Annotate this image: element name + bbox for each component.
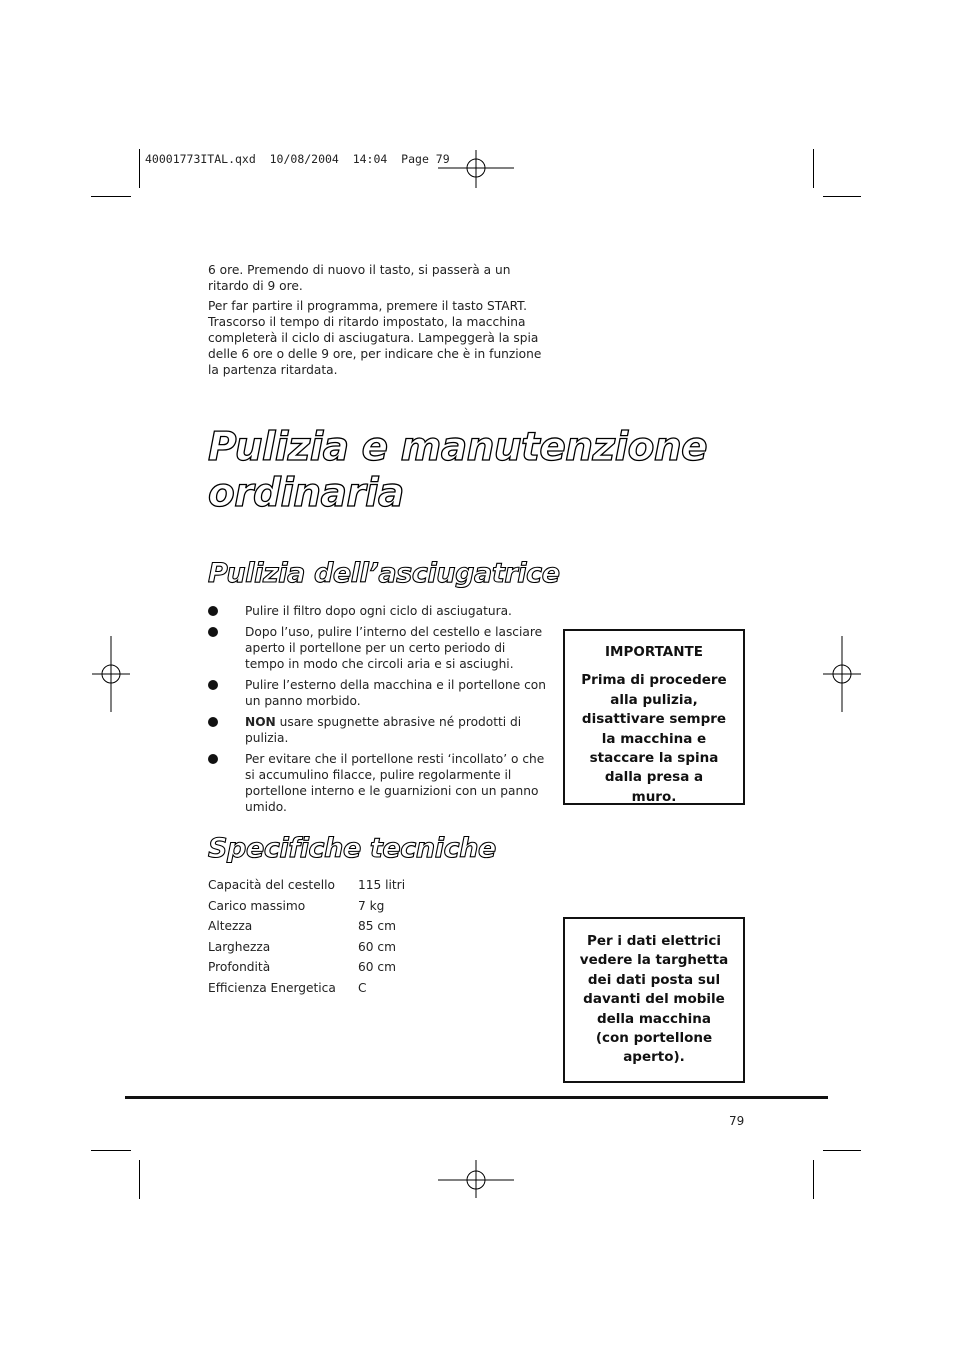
page-number: 79 bbox=[729, 1114, 745, 1128]
list-item bbox=[208, 714, 548, 746]
list-item-text: Pulire il filtro dopo ogni ciclo di asciugatura. bbox=[245, 604, 512, 618]
bullet-icon bbox=[208, 754, 218, 764]
table-row bbox=[208, 980, 528, 1001]
list-item-text: Per evitare che il portellone resti ‘incollato’ o che si accumulino filacce, pulire regolarmente il portellone interno e le guarnizioni con un panno umido. bbox=[245, 752, 545, 814]
table-row bbox=[208, 939, 528, 960]
bullet-icon bbox=[208, 717, 218, 727]
spec-label: Larghezza bbox=[208, 939, 271, 954]
intro-text bbox=[208, 262, 548, 382]
list-item bbox=[208, 624, 548, 672]
spec-label: Altezza bbox=[208, 919, 253, 934]
registration-bottom bbox=[438, 1160, 514, 1198]
registration-right bbox=[823, 636, 861, 712]
spec-value: C bbox=[358, 980, 367, 995]
specs-table bbox=[208, 877, 528, 1001]
table-row bbox=[208, 898, 528, 919]
table-row bbox=[208, 959, 528, 980]
page-title-line-1: Pulizia e manutenzione bbox=[208, 425, 708, 470]
spec-label: Carico massimo bbox=[208, 898, 306, 913]
cleaning-heading: Pulizia dell’asciugatrice bbox=[208, 558, 560, 589]
footer-rule bbox=[125, 1096, 828, 1099]
spec-value: 60 cm bbox=[358, 939, 396, 954]
list-item bbox=[208, 677, 548, 709]
spec-value: 115 litri bbox=[358, 878, 406, 892]
intro-paragraph-1: 6 ore. Premendo di nuovo il tasto, si passerà a un ritardo di 9 ore. bbox=[208, 263, 511, 293]
list-item-text: Pulire l’esterno della macchina e il portellone con un panno morbido. bbox=[245, 678, 546, 708]
intro-paragraph-2: Per far partire il programma, premere il tasto START. Trascorso il tempo di ritardo impostato, la macchina completerà il ciclo di asciugatura. Lampeggerà la spia delle 6 ore o delle 9 ore, per indicare che è in funzione la partenza ritardata. bbox=[208, 299, 542, 377]
spec-label: Capacità del cestello bbox=[208, 878, 335, 892]
list-item-text: Dopo l’uso, pulire l’interno del cestello e lasciare aperto il portellone per un certo periodo di tempo in modo che circoli aria e si asciughi. bbox=[245, 625, 543, 671]
spec-label: Efficienza Energetica bbox=[208, 980, 336, 995]
list-item-text: usare spugnette abrasive né prodotti di pulizia. bbox=[245, 715, 522, 745]
cleaning-list bbox=[208, 603, 548, 820]
registration-top bbox=[438, 150, 514, 188]
page-title bbox=[208, 425, 707, 517]
spec-value: 60 cm bbox=[358, 960, 396, 975]
bullet-icon bbox=[208, 627, 218, 637]
specs-heading: Specifiche tecniche bbox=[208, 833, 496, 864]
spec-value: 7 kg bbox=[358, 898, 385, 913]
spec-label: Profondità bbox=[208, 960, 271, 975]
bullet-icon bbox=[208, 680, 218, 690]
table-row bbox=[208, 877, 528, 898]
table-row bbox=[208, 918, 528, 939]
electrical-data-text: Per i dati elettrici vedere la targhetta dei dati posta sul davanti del mobile della macchina (con portellone aperto). bbox=[579, 933, 729, 1066]
page-title-line-2: ordinaria bbox=[208, 471, 404, 516]
important-notice-text: Prima di procedere alla pulizia, disattivare sempre la macchina e staccare la spina dalla presa a muro. bbox=[581, 672, 727, 805]
spec-value: 85 cm bbox=[358, 919, 396, 934]
registration-left bbox=[92, 636, 130, 712]
electrical-data-box bbox=[563, 917, 745, 1083]
important-notice-title: IMPORTANTE bbox=[605, 644, 703, 660]
bullet-icon bbox=[208, 606, 218, 616]
list-item bbox=[208, 603, 548, 619]
list-item bbox=[208, 751, 548, 815]
list-item-emphasis: NON bbox=[245, 715, 276, 729]
printer-slug: 40001773ITAL.qxd 10/08/2004 14:04 Page 79 bbox=[145, 152, 450, 166]
important-notice-box bbox=[563, 629, 745, 805]
